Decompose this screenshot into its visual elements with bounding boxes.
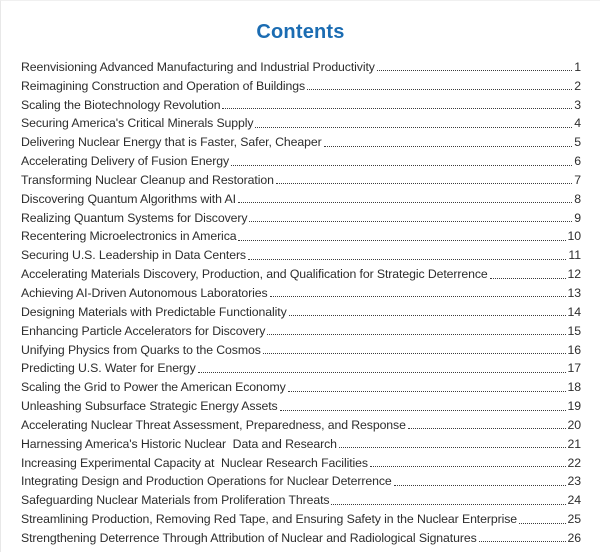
toc-entry-label: Achieving AI-Driven Autonomous Laboratories <box>21 285 268 300</box>
dot-leader <box>490 278 566 279</box>
toc-entry-label: Accelerating Delivery of Fusion Energy <box>21 154 230 169</box>
toc-entry[interactable] <box>21 321 581 340</box>
toc-entry-label: Safeguarding Nuclear Materials from Proliferation Threats <box>21 493 330 508</box>
toc-entry-label: Reimagining Construction and Operation of Buildings <box>21 78 306 93</box>
toc-entry[interactable] <box>21 189 581 208</box>
toc-entry[interactable] <box>21 76 581 95</box>
toc-entry[interactable] <box>21 472 581 491</box>
toc-entry-label: Scaling the Grid to Power the American Economy <box>21 380 286 395</box>
toc-entry-page: 8 <box>574 191 581 206</box>
toc-entry-label: Unifying Physics from Quarks to the Cosmos <box>21 342 261 357</box>
toc-entry-label: Realizing Quantum Systems for Discovery <box>21 210 248 225</box>
toc-entry-label: Recentering Microelectronics in America <box>21 229 237 244</box>
toc-entry-label: Integrating Design and Production Operations for Nuclear Deterrence <box>21 474 392 489</box>
toc-entry-page: 9 <box>574 210 581 225</box>
toc-entry-page: 2 <box>574 78 581 93</box>
toc-entry[interactable] <box>21 359 581 378</box>
toc-entry-page: 11 <box>568 248 581 263</box>
dot-leader <box>339 447 566 448</box>
toc-entry-label: Designing Materials with Predictable Functionality <box>21 304 287 319</box>
toc-entry[interactable] <box>21 264 581 283</box>
toc-entry[interactable] <box>21 528 581 547</box>
dot-leader <box>280 410 566 411</box>
toc-entry[interactable] <box>21 170 581 189</box>
toc-entry-page: 21 <box>567 436 581 451</box>
toc-entry-label: Unleashing Subsurface Strategic Energy Assets <box>21 399 278 414</box>
toc-entry-page: 14 <box>567 304 581 319</box>
toc-entry-page: 17 <box>567 361 581 376</box>
dot-leader <box>267 334 565 335</box>
toc-entry[interactable] <box>21 283 581 302</box>
toc-entry[interactable] <box>21 509 581 528</box>
toc-entry-label: Harnessing America's Historic Nuclear Data and Research <box>21 436 337 451</box>
toc-entry-page: 1 <box>574 59 581 74</box>
dot-leader <box>370 466 566 467</box>
dot-leader <box>331 504 565 505</box>
toc-entry-page: 6 <box>574 154 581 169</box>
dot-leader <box>249 221 572 222</box>
toc-entry-label: Discovering Quantum Algorithms with AI <box>21 191 236 206</box>
dot-leader <box>255 127 572 128</box>
toc-entry-label: Delivering Nuclear Energy that is Faster, Safer, Cheaper <box>21 135 322 150</box>
toc-entry-page: 22 <box>567 455 581 470</box>
toc-entry-label: Increasing Experimental Capacity at Nuclear Research Facilities <box>21 455 368 470</box>
dot-leader <box>324 146 573 147</box>
dot-leader <box>289 315 566 316</box>
toc-entry-label: Scaling the Biotechnology Revolution <box>21 97 221 112</box>
toc-entry-page: 26 <box>567 530 581 545</box>
toc-entry-label: Transforming Nuclear Cleanup and Restoration <box>21 172 274 187</box>
dot-leader <box>408 428 566 429</box>
dot-leader <box>238 202 572 203</box>
toc-entry[interactable] <box>21 302 581 321</box>
toc-entry[interactable] <box>21 208 581 227</box>
toc-entry[interactable] <box>21 227 581 246</box>
toc-entry[interactable] <box>21 434 581 453</box>
toc-entry-page: 12 <box>567 267 581 282</box>
toc-entry-page: 20 <box>567 417 581 432</box>
toc-list <box>21 57 581 547</box>
toc-entry[interactable] <box>21 490 581 509</box>
dot-leader <box>238 240 565 241</box>
dot-leader <box>377 70 572 71</box>
dot-leader <box>198 372 566 373</box>
toc-entry-page: 19 <box>567 399 581 414</box>
toc-entry-page: 16 <box>567 342 581 357</box>
toc-entry-page: 24 <box>567 493 581 508</box>
toc-entry-label: Securing America's Critical Minerals Supply <box>21 116 254 131</box>
toc-entry-page: 13 <box>567 285 581 300</box>
dot-leader <box>479 541 566 542</box>
dot-leader <box>231 165 572 166</box>
dot-leader <box>519 523 566 524</box>
toc-entry-page: 15 <box>567 323 581 338</box>
toc-entry[interactable] <box>21 340 581 359</box>
toc-entry-label: Enhancing Particle Accelerators for Discovery <box>21 323 266 338</box>
toc-entry-page: 25 <box>567 512 581 527</box>
toc-entry[interactable] <box>21 114 581 133</box>
dot-leader <box>222 108 572 109</box>
toc-entry-page: 3 <box>574 97 581 112</box>
toc-entry[interactable] <box>21 415 581 434</box>
dot-leader <box>263 353 566 354</box>
dot-leader <box>276 183 572 184</box>
toc-entry[interactable] <box>21 396 581 415</box>
page-title: Contents <box>256 21 345 43</box>
toc-entry[interactable] <box>21 245 581 264</box>
toc-entry-label: Accelerating Nuclear Threat Assessment, Preparedness, and Response <box>21 417 406 432</box>
toc-entry-page: 10 <box>567 229 581 244</box>
dot-leader <box>288 391 566 392</box>
toc-entry[interactable] <box>21 377 581 396</box>
toc-entry-page: 5 <box>574 135 581 150</box>
toc-entry[interactable] <box>21 95 581 114</box>
toc-entry-page: 23 <box>567 474 581 489</box>
dot-leader <box>394 485 566 486</box>
toc-entry-page: 18 <box>567 380 581 395</box>
toc-entry-label: Streamlining Production, Removing Red Tape, and Ensuring Safety in the Nuclear Enterprise <box>21 512 518 527</box>
toc-entry-label: Securing U.S. Leadership in Data Centers <box>21 248 246 263</box>
toc-entry-label: Reenvisioning Advanced Manufacturing and Industrial Productivity <box>21 59 375 74</box>
toc-entry[interactable] <box>21 453 581 472</box>
dot-leader <box>248 259 566 260</box>
toc-entry[interactable] <box>21 57 581 76</box>
dot-leader <box>270 296 566 297</box>
toc-entry[interactable] <box>21 132 581 151</box>
toc-entry-label: Accelerating Materials Discovery, Production, and Qualification for Strategic Deterrence <box>21 267 488 282</box>
toc-entry-label: Predicting U.S. Water for Energy <box>21 361 196 376</box>
toc-entry-page: 7 <box>574 172 581 187</box>
dot-leader <box>307 89 572 90</box>
toc-entry-label: Strengthening Deterrence Through Attribution of Nuclear and Radiological Signatures <box>21 530 477 545</box>
toc-entry-page: 4 <box>574 116 581 131</box>
toc-entry[interactable] <box>21 151 581 170</box>
